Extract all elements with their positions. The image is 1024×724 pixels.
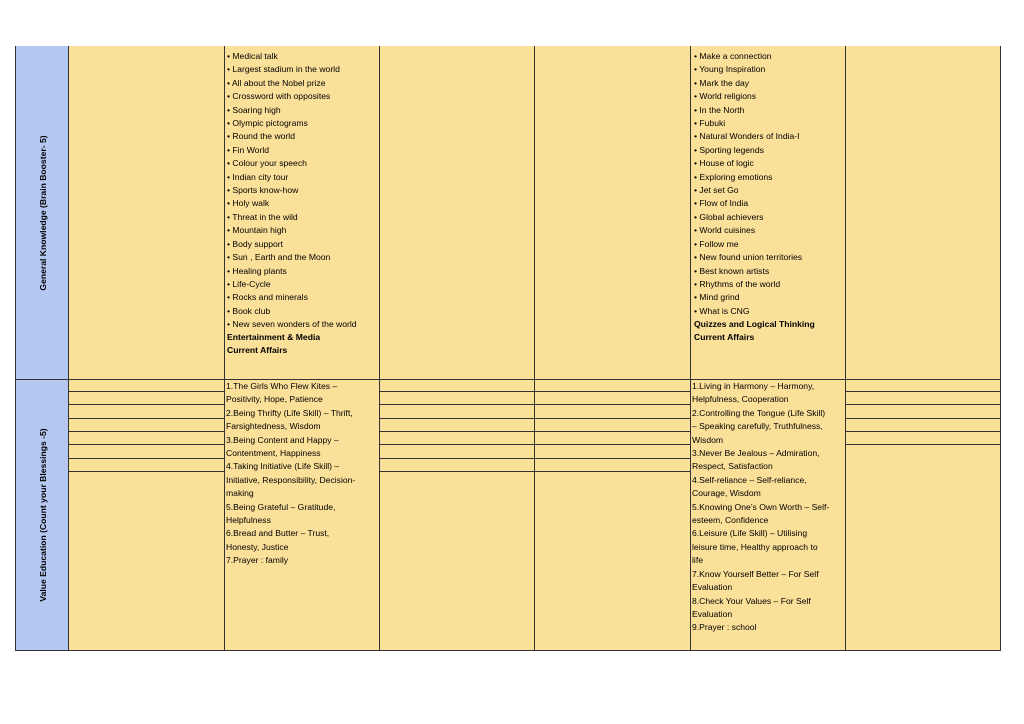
- topic-item: • World cuisines: [694, 225, 756, 236]
- topic-item: • Global achievers: [694, 211, 764, 222]
- topic-item: • In the North: [694, 104, 745, 115]
- gk-label: General Knowledge (Brain Booster- 5): [37, 135, 48, 291]
- grid-line: [69, 418, 224, 419]
- lesson-line: making: [226, 488, 254, 499]
- lesson-line: 3.Never Be Jealous – Admiration,: [692, 448, 820, 459]
- grid-line: [380, 404, 690, 405]
- grid-line: [15, 650, 1001, 651]
- ve-label-cell: [16, 380, 69, 650]
- lesson-line: 4.Taking Initiative (Life Skill) –: [226, 461, 340, 472]
- topic-item: • Rocks and minerals: [227, 292, 308, 303]
- grid-line: [380, 471, 690, 472]
- gk-topic-list-b: [694, 50, 802, 318]
- topic-item: • New seven wonders of the world: [227, 319, 357, 330]
- lesson-line: 7.Prayer : family: [226, 555, 289, 566]
- lesson-line: 8.Check Your Values – For Self: [692, 595, 811, 606]
- topic-item: • World religions: [694, 91, 757, 102]
- grid-line: [846, 431, 1001, 432]
- lesson-line: 9.Prayer : school: [692, 622, 757, 633]
- topic-item: • Natural Wonders of India-I: [694, 131, 800, 142]
- lesson-line: Wisdom: [692, 434, 724, 445]
- lesson-line: – Speaking carefully, Truthfulness,: [692, 421, 823, 432]
- ve-lesson-list-a: [226, 380, 355, 568]
- lesson-line: 4.Self-reliance – Self-reliance,: [692, 474, 807, 485]
- ve-label: Value Education (Count your Blessings -5): [37, 428, 48, 602]
- lesson-line: 1.The Girls Who Flew Kites –: [226, 381, 338, 391]
- lesson-line: Helpfulness: [226, 515, 271, 526]
- topic-item: • Round the world: [227, 131, 295, 142]
- grid-line: [690, 46, 691, 651]
- gk-topic-list-a: [227, 50, 357, 332]
- gk-cell-2: [69, 46, 224, 380]
- grid-line: [68, 46, 69, 651]
- grid-line: [845, 46, 846, 651]
- topic-item: • Best known artists: [694, 265, 770, 276]
- lesson-line: 3.Being Content and Happy –: [226, 434, 339, 445]
- grid-line: [15, 46, 16, 651]
- lesson-line: Honesty, Justice: [226, 541, 289, 552]
- lesson-line: 6.Bread and Butter – Trust,: [226, 528, 330, 539]
- topic-item: • Threat in the wild: [227, 211, 298, 222]
- lesson-line: esteem, Confidence: [692, 515, 769, 526]
- topic-item: • Life-Cycle: [227, 278, 271, 289]
- grid-line: [15, 379, 1001, 380]
- grid-line: [846, 391, 1001, 392]
- topic-item: • Fin World: [227, 144, 270, 155]
- grid-line: [379, 46, 380, 651]
- grid-line: [846, 444, 1001, 445]
- topic-item: • Sporting legends: [694, 144, 764, 155]
- grid-line: [69, 391, 224, 392]
- topic-item: • Mountain high: [227, 225, 287, 236]
- grid-line: [380, 418, 690, 419]
- topic-item: • What is CNG: [694, 305, 750, 316]
- gk-heading: Current Affairs: [227, 345, 288, 356]
- topic-item: • Make a connection: [694, 51, 772, 61]
- topic-item: • Medical talk: [227, 51, 278, 61]
- topic-item: • Jet set Go: [694, 185, 739, 196]
- grid-line: [224, 46, 225, 651]
- grid-line: [69, 458, 224, 459]
- gk-heading: Current Affairs: [694, 332, 755, 343]
- grid-line: [69, 471, 224, 472]
- grid-line: [380, 444, 690, 445]
- lesson-line: Evaluation: [692, 608, 733, 619]
- lesson-line: 5.Being Grateful – Gratitude,: [226, 501, 336, 512]
- topic-item: • Book club: [227, 305, 271, 316]
- topic-item: • Young Inspiration: [694, 64, 766, 75]
- topic-item: • Body support: [227, 238, 284, 249]
- lesson-line: 5.Knowing One’s Own Worth – Self-: [692, 501, 830, 512]
- grid-line: [534, 46, 535, 651]
- topic-item: • Sun , Earth and the Moon: [227, 252, 331, 263]
- ve-cell-5: [535, 380, 690, 650]
- grid-line: [1000, 46, 1001, 651]
- ve-cell-2: [69, 380, 224, 650]
- lesson-line: 6.Leisure (Life Skill) – Utilising: [692, 528, 808, 539]
- lesson-line: Respect, Satisfaction: [692, 461, 773, 472]
- gk-heading: Entertainment & Media: [227, 332, 321, 342]
- topic-item: • Colour your speech: [227, 158, 307, 169]
- lesson-line: Helpfulness, Cooperation: [692, 394, 789, 405]
- topic-item: • Mind grind: [694, 292, 740, 303]
- topic-item: • Healing plants: [227, 265, 287, 276]
- topic-item: • Olympic pictograms: [227, 118, 308, 129]
- lesson-line: leisure time, Healthy approach to: [692, 541, 818, 552]
- topic-item: • New found union territories: [694, 252, 803, 263]
- topic-item: • Indian city tour: [227, 171, 289, 182]
- gk-label-cell: [16, 46, 69, 380]
- ve-cell-4: [380, 380, 535, 650]
- grid-line: [69, 444, 224, 445]
- lesson-line: Initiative, Responsibility, Decision-: [226, 474, 356, 485]
- gk-cell-7: [846, 46, 1001, 380]
- gk-heading: Quizzes and Logical Thinking: [694, 319, 815, 329]
- topic-item: • All about the Nobel prize: [227, 77, 326, 88]
- ve-lesson-list-b: [692, 380, 829, 635]
- topic-item: • Rhythms of the world: [694, 278, 781, 289]
- grid-line: [380, 431, 690, 432]
- grid-line: [380, 391, 690, 392]
- topic-item: • Mark the day: [694, 77, 750, 88]
- topic-item: • Fubuki: [694, 118, 726, 129]
- lesson-line: Evaluation: [692, 582, 733, 593]
- lesson-line: 1.Living in Harmony – Harmony,: [692, 381, 815, 391]
- lesson-line: life: [692, 555, 703, 566]
- lesson-line: Farsightedness, Wisdom: [226, 421, 321, 432]
- topic-item: • House of logic: [694, 158, 754, 169]
- topic-item: • Soaring high: [227, 104, 281, 115]
- lesson-line: 2.Being Thrifty (Life Skill) – Thrift,: [226, 407, 353, 418]
- lesson-line: 7.Know Yourself Better – For Self: [692, 568, 819, 579]
- topic-item: • Follow me: [694, 238, 739, 249]
- grid-line: [380, 458, 690, 459]
- gk-headings-a: [227, 331, 320, 358]
- grid-line: [846, 418, 1001, 419]
- topic-item: • Largest stadium in the world: [227, 64, 340, 75]
- topic-item: • Sports know-how: [227, 185, 299, 196]
- topic-item: • Flow of India: [694, 198, 749, 209]
- lesson-line: Contentment, Happiness: [226, 448, 321, 459]
- grid-line: [846, 404, 1001, 405]
- lesson-line: 2.Controlling the Tongue (Life Skill): [692, 407, 826, 418]
- gk-cell-5: [535, 46, 690, 380]
- topic-item: • Holy walk: [227, 198, 270, 209]
- lesson-line: Courage, Wisdom: [692, 488, 761, 499]
- gk-headings-b: [694, 318, 815, 345]
- lesson-line: Positivity, Hope, Patience: [226, 394, 323, 405]
- grid-line: [69, 431, 224, 432]
- gk-cell-4: [380, 46, 535, 380]
- topic-item: • Crossword with opposites: [227, 91, 331, 102]
- topic-item: • Exploring emotions: [694, 171, 773, 182]
- grid-line: [69, 404, 224, 405]
- ve-cell-7: [846, 380, 1001, 650]
